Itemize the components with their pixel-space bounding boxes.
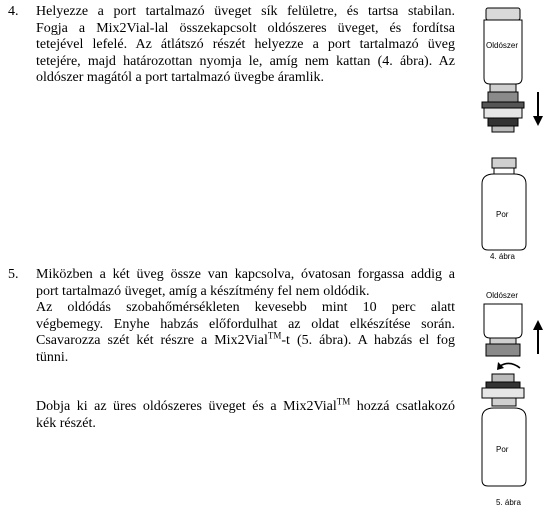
up-arrow-icon	[533, 320, 543, 354]
step-5-line-5-end: -t (5. ábra). A habzás el fog	[281, 333, 455, 348]
discard-line-1-start: Dobja ki az üres oldószeres üveget és a Mix2Vial	[36, 399, 337, 414]
step-4-line-2: Fogja a Mix2Vial-lal összekapcsolt oldószeres üveget, és fordítsa	[36, 20, 455, 36]
step-5-line-1: Miközben a két üveg össze van kapcsolva, óvatosan forgassa addig a	[36, 267, 455, 282]
step-5-line-5-start: Csavarozza szét két részre a Mix2Vial	[36, 333, 268, 348]
step-4-text	[36, 4, 455, 87]
figure-4-powder-label: Por	[496, 210, 509, 219]
rotate-arrow-icon	[497, 362, 520, 370]
powder-vial	[482, 398, 526, 486]
step-5-line-3: Az oldódás szobahőmérsékleten kevesebb mint 10 perc alatt	[36, 300, 455, 315]
step-5-discard-text	[36, 396, 455, 432]
discard-line-2: kék részét.	[36, 415, 96, 431]
discard-line-1	[36, 396, 455, 416]
step-5-text	[36, 267, 455, 366]
mix2vial-adapter-bottom	[482, 374, 524, 398]
step-5-line-4: végbemegy. Enyhe habzás előfordulhat az oldat elkészítése során.	[36, 316, 455, 332]
down-arrow-icon	[533, 92, 543, 126]
step-5-line-5	[36, 330, 455, 350]
figure-4-illustration	[470, 0, 552, 262]
figure-5-caption: 5. ábra	[496, 498, 521, 507]
figure-5-illustration	[470, 284, 552, 496]
step-4-line-1: Helyezze a port tartalmazó üveget sík felületre, és tartsa stabilan.	[36, 4, 455, 19]
step-5-line-2: port tartalmazó üveget, amíg a készítmény fel nem oldódik.	[36, 283, 370, 299]
figure-5-solvent-label: Oldószer	[486, 291, 519, 300]
figure-5-powder-label: Por	[496, 445, 509, 454]
trademark-mark: TM	[336, 396, 351, 407]
step-5-line-6: tünni.	[36, 349, 69, 365]
mix2vial-adapter	[482, 102, 524, 132]
trademark-mark: TM	[267, 330, 282, 341]
solvent-vial-inverted	[484, 8, 522, 102]
discard-line-1-end: hozzá csatlakozó	[350, 399, 455, 414]
figure-4-caption: 4. ábra	[490, 252, 515, 261]
figure-4-solvent-label: Oldószer	[486, 41, 519, 50]
step-4-line-5: oldószer magától a port tartalmazó üvegbe áramlik.	[36, 70, 325, 85]
powder-vial	[482, 158, 526, 250]
solvent-vial-inverted	[484, 304, 522, 356]
step-5-number: 5.	[8, 267, 19, 282]
step-4-line-3: tetejével lefelé. Az átlátszó részét helyezze a port tartalmazó üveg	[36, 37, 455, 52]
step-4-number: 4.	[8, 4, 19, 19]
step-4-line-4: tetejére, majd határozottan nyomja le, amíg nem kattan (4. ábra). Az	[36, 53, 455, 69]
